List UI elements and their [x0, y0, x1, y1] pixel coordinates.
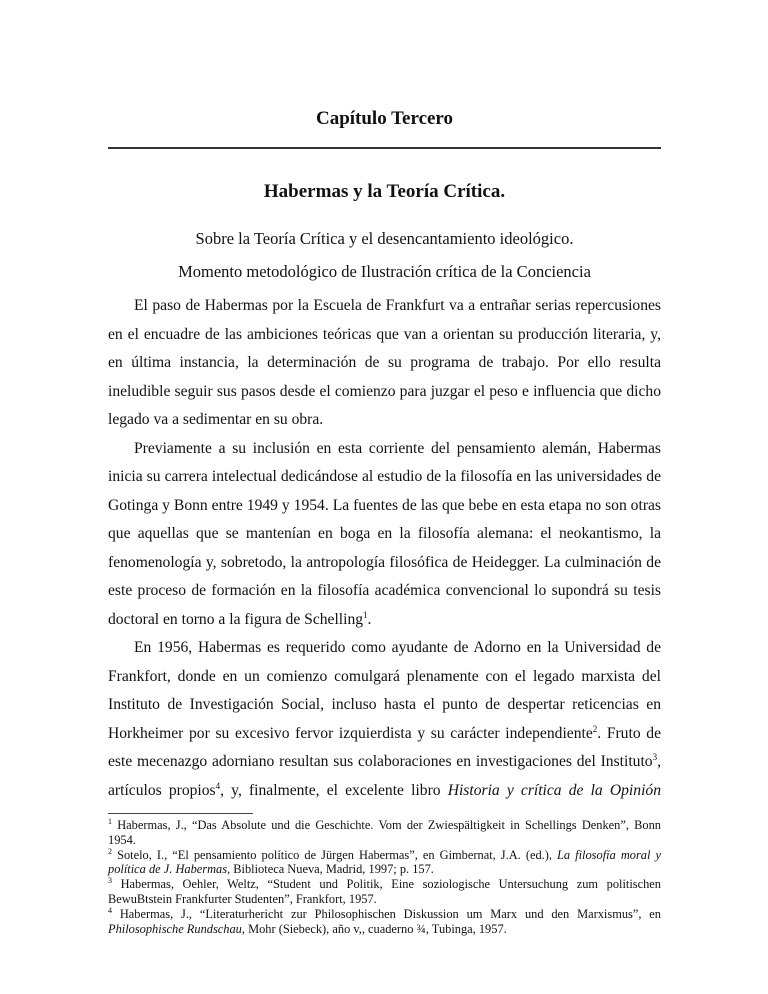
text-line: legado va a sedimentar en su obra. — [108, 411, 324, 428]
text-line: fenomenología y, sobretodo, la antropología filosófica de Heidegger. La culminación de — [108, 553, 661, 571]
text-line: Frankfort, donde en un comienzo comulgará plenamente con el legado marxista del — [108, 667, 661, 685]
text-line: Previamente a su inclusión en esta corriente del pensamiento alemán, Habermas — [134, 439, 661, 457]
text-line: doctoral en torno a la figura de Schelling$^1$. — [108, 609, 372, 628]
paragraph-1 — [108, 292, 661, 435]
chapter-title: Habermas y la Teoría Crítica. — [263, 181, 506, 202]
footnote-2: $^2$ Sotelo, I., “El pensamiento político de Jürgen Habermas”, en Gimbernat, J.A. (ed.), La filosofía moral y — [108, 846, 661, 862]
footnote-4-cont: Philosophische Rundschau, Mohr (Siebeck), año v,, cuaderno ¾, Tubinga, 1957. — [108, 921, 507, 936]
text-line: inicia su carrera intelectual dedicándose al estudio de la filosofía en las universidades de — [108, 468, 661, 485]
text-line: Horkheimer por su excesivo fervor izquierdista y su carácter independiente$^2$. Fruto de — [108, 723, 661, 742]
footnote-ref-4[interactable]: 4 — [215, 780, 221, 791]
footnote-ref-2[interactable]: 2 — [592, 723, 598, 734]
footnote-3: $^3$ Habermas, Oehler, Weltz, “Student und Politik, Eine soziologische Untersuchung zum politischen — [108, 876, 661, 892]
chapter-heading: Capítulo Tercero — [315, 108, 454, 129]
text-line: este mecenazgo adorniano resultan sus colaboraciones en investigaciones del Instituto$^3$, — [108, 752, 661, 770]
footnote-ref-1[interactable]: 1 — [363, 609, 368, 620]
footnote-1: $^1$ Habermas, J., “Das Absolute und die Geschichte. Vom der Zwiespältigkeit in Schellings Denken”, Bonn — [108, 817, 662, 832]
text-line: Instituto de Investigación Social, incluso hasta el punto de despertar reticencias en — [108, 696, 661, 713]
text-line: ineludible seguir sus pasos desde el comienzo para juzgar el peso e influencia que dicho — [108, 382, 661, 400]
text-line: El paso de Habermas por la Escuela de Frankfurt va a entrañar serias repercusiones — [134, 297, 661, 314]
footnote-4: $^4$ Habermas, J., “Literaturhericht zur Philosophischen Diskussion um Marx und den Marxismus”, en — [108, 905, 661, 921]
subtitle-1: Sobre la Teoría Crítica y el desencantamiento ideológico. — [195, 229, 574, 248]
footnote-ref-3[interactable]: 3 — [652, 752, 658, 762]
footnote-1-cont: 1954. — [108, 832, 136, 847]
body-text — [108, 292, 661, 805]
paragraph-2 — [108, 435, 661, 635]
paragraph-3 — [108, 634, 661, 805]
text-line: Gotinga y Bonn entre 1949 y 1954. La fuentes de las que bebe en esta etapa no son otras — [108, 496, 661, 514]
text-line: que aquellas que se mantenían en boga en la filosofía alemana: el neokantismo, la — [108, 525, 661, 542]
text-line: artículos propios$^4$, y, finalmente, el excelente libro Historia y crítica de la Opinión — [108, 780, 661, 799]
footnotes — [108, 818, 661, 936]
text-line: En 1956, Habermas es requerido como ayudante de Adorno en la Universidad de — [134, 639, 661, 656]
text-line: este proceso de formación en la filosofía académica convencional lo supondrá su tesis — [108, 582, 661, 599]
text-line: en el encuadre de las ambiciones teóricas que van a orientan su producción literaria, y, — [108, 325, 661, 343]
footnote-3-cont: BewuBtstein Frankfurter Studenten”, Frankfort, 1957. — [108, 891, 377, 906]
heading-rule — [108, 147, 661, 149]
subtitle-2: Momento metodológico de Ilustración crítica de la Conciencia — [178, 262, 591, 281]
footnote-separator — [108, 813, 253, 814]
footnote-2-cont: política de J. Habermas, Biblioteca Nueva, Madrid, 1997; p. 157. — [108, 862, 434, 877]
text-line: en última instancia, la determinación de su programa de trabajo. Por ello resulta — [108, 354, 661, 371]
